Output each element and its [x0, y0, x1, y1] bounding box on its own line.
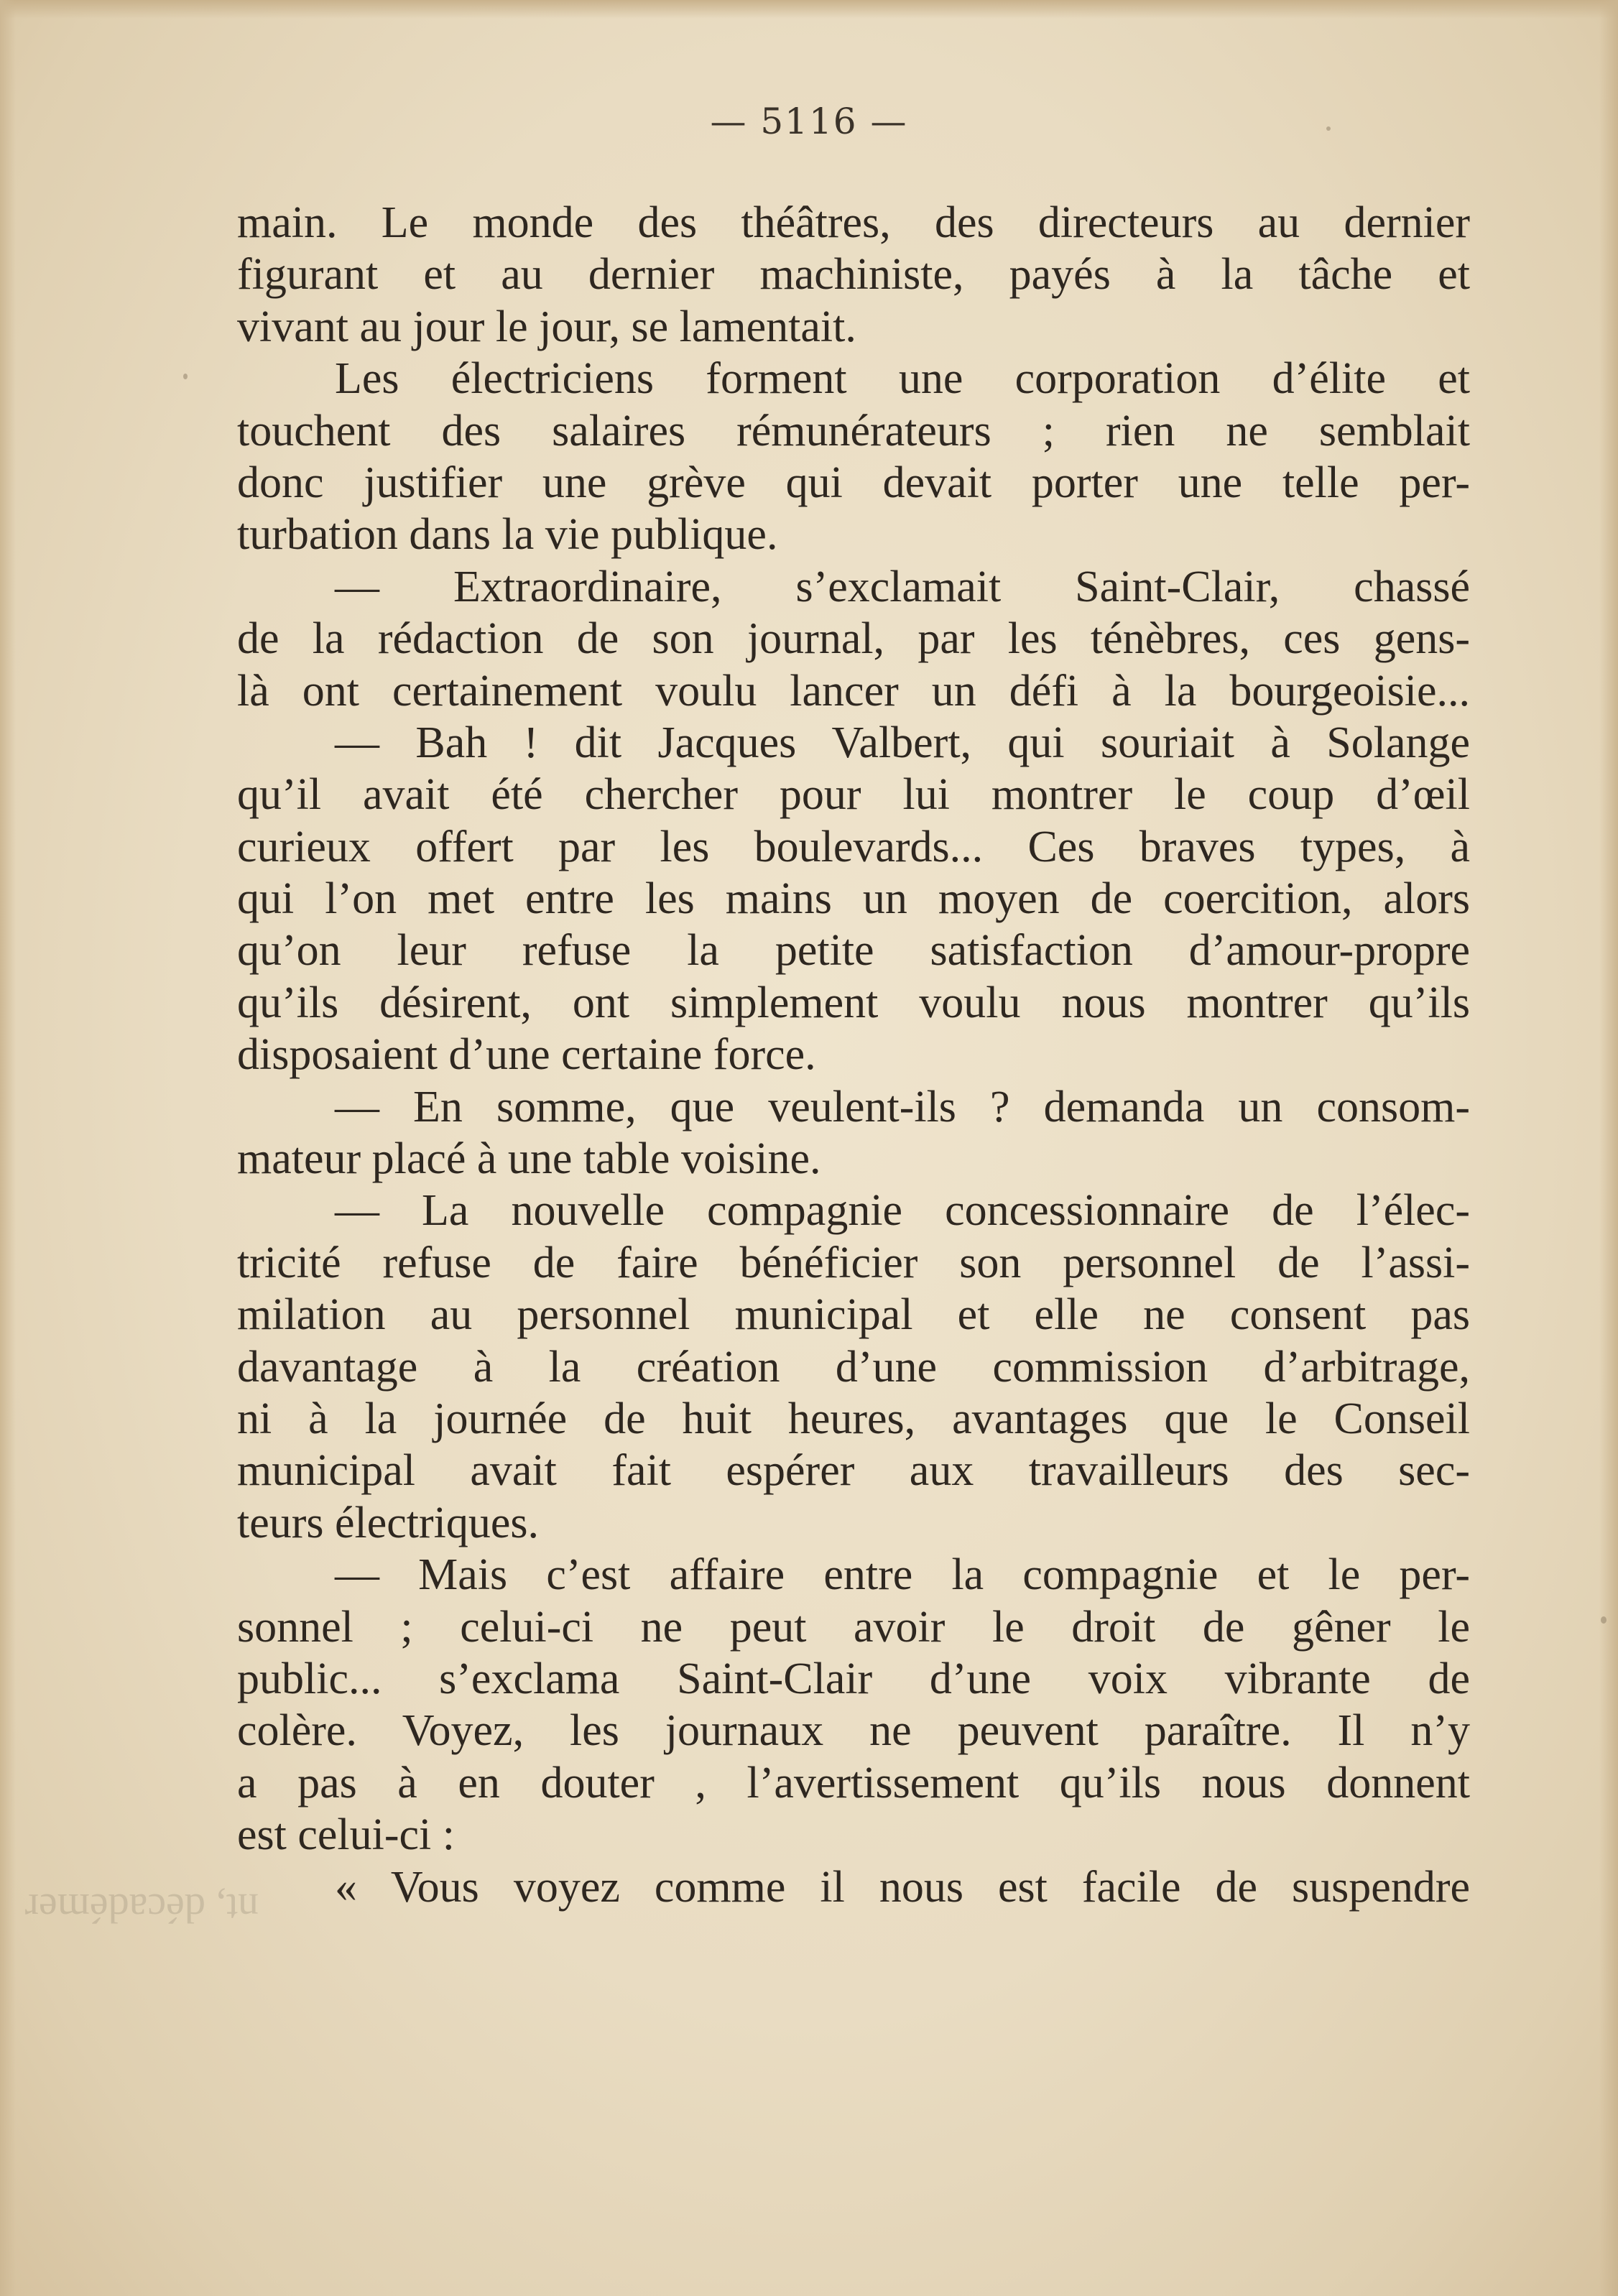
text-line: vivant au jour le jour, se lamentait. — [237, 302, 856, 351]
text-line: — Extraordinaire, s’exclamait Saint-Clair, chassé — [335, 562, 1470, 611]
text-line: Les électriciens forment une corporation d’élite et — [335, 354, 1470, 404]
text-line: main. Le monde des théâtres, des directeurs au dernier — [237, 198, 1470, 247]
text-line: — La nouvelle compagnie concessionnaire de l’élec- — [335, 1186, 1470, 1236]
text-line: qu’il avait été chercher pour lui montrer le coup d’œil — [237, 770, 1470, 820]
text-line: — En somme, que veulent-ils ? demanda un consom- — [335, 1082, 1470, 1131]
text-line: teurs électriques. — [237, 1498, 540, 1547]
text-line: public... s’exclama Saint-Clair d’une voix vibrante de — [237, 1654, 1470, 1703]
page-edge-left — [0, 0, 16, 2296]
text-line: là ont certainement voulu lancer un défi à la bourgeoisie... — [237, 666, 1470, 716]
page-number: — 5116 — — [710, 101, 908, 142]
text-line: curieux offert par les boulevards... Ces braves types, à — [237, 822, 1470, 871]
text-line: colère. Voyez, les journaux ne peuvent paraître. Il n’y — [237, 1706, 1470, 1756]
text-line: tricité refuse de faire bénéficier son personnel de l’assi- — [237, 1238, 1470, 1287]
text-line: qui l’on met entre les mains un moyen de coercition, alors — [237, 874, 1470, 924]
body-text — [237, 197, 1470, 1913]
text-line: touchent des salaires rémunérateurs ; rien ne semblait — [237, 406, 1470, 455]
text-line: municipal avait fait espérer aux travailleurs des sec- — [237, 1446, 1470, 1496]
text-line: davantage à la création d’une commission d’arbitrage, — [237, 1342, 1470, 1392]
text-line: de la rédaction de son journal, par les ténèbres, ces gens- — [237, 614, 1470, 664]
text-line: a pas à en douter , l’avertissement qu’ils nous donnent — [237, 1758, 1470, 1807]
text-line: figurant et au dernier machiniste, payés à la tâche et — [237, 250, 1470, 300]
page-edge-right — [1599, 0, 1618, 2296]
text-line: qu’on leur refuse la petite satisfaction d’amour-propre — [237, 926, 1470, 976]
text-line: — Bah ! dit Jacques Valbert, qui souriait à Solange — [335, 718, 1470, 767]
ink-speck — [1601, 1616, 1607, 1624]
text-line: « Vous voyez comme il nous est facile de suspendre — [335, 1862, 1470, 1912]
text-line: qu’ils désirent, ont simplement voulu nous montrer qu’ils — [237, 978, 1470, 1027]
text-line: mateur placé à une table voisine. — [237, 1134, 821, 1184]
bleed-through-text: nt, décadémer — [24, 1885, 259, 1932]
text-line: ni à la journée de huit heures, avantages que le Conseil — [237, 1394, 1470, 1443]
ink-speck — [183, 374, 188, 379]
page-edge-top — [0, 0, 1618, 19]
text-line: est celui-ci : — [237, 1810, 455, 1860]
text-line: — Mais c’est affaire entre la compagnie et le per- — [335, 1550, 1470, 1600]
text-line: turbation dans la vie publique. — [237, 510, 778, 560]
text-line: sonnel ; celui-ci ne peut avoir le droit de gêner le — [237, 1602, 1470, 1652]
text-line: donc justifier une grève qui devait porter une telle per- — [237, 458, 1470, 507]
text-line: milation au personnel municipal et elle ne consent pas — [237, 1290, 1470, 1340]
text-line: disposaient d’une certaine force. — [237, 1030, 816, 1080]
